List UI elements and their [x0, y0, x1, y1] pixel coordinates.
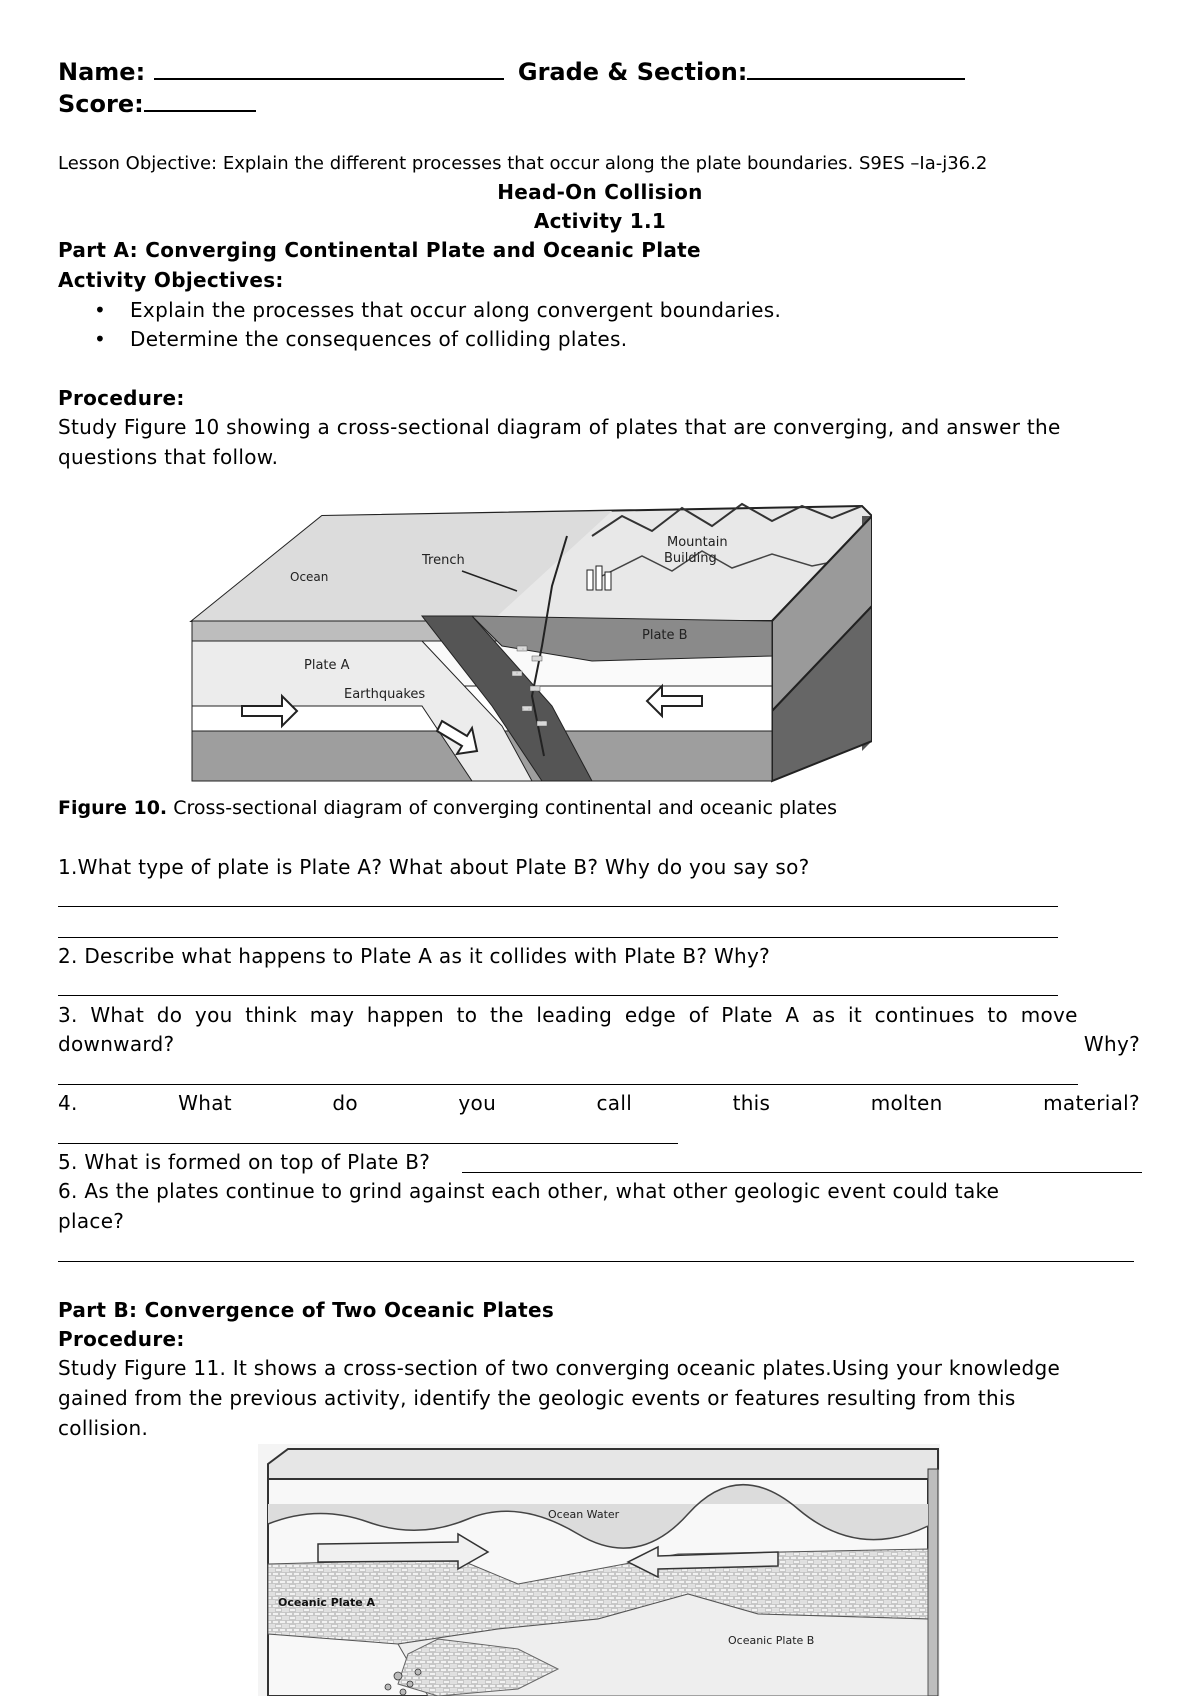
score-row	[58, 88, 256, 118]
fig11-label-plate-a: Oceanic Plate A	[278, 1596, 376, 1609]
answer-line-4[interactable]	[58, 1143, 678, 1144]
question-4: 4. What do you call this molten material?	[58, 1091, 1140, 1115]
question-3-line-2: downward? Why?	[58, 1032, 1140, 1056]
procedure-line-2: questions that follow.	[58, 445, 279, 469]
figure-11-diagram	[258, 1444, 940, 1696]
fig11-label-plate-b: Oceanic Plate B	[728, 1634, 815, 1647]
fig10-label-mountain-1: Mountain	[667, 535, 728, 550]
figure-10-diagram	[172, 496, 872, 786]
objective-item-1: • Explain the processes that occur along convergent boundaries.	[94, 298, 782, 322]
grade-section-label: Grade & Section:	[517, 58, 748, 86]
score-field[interactable]	[144, 88, 256, 112]
question-1: 1.What type of plate is Plate A? What about Plate B? Why do you say so?	[58, 855, 810, 879]
question-2: 2. Describe what happens to Plate A as it collides with Plate B? Why?	[58, 944, 771, 968]
answer-line-3[interactable]	[58, 1084, 1078, 1085]
lesson-objective: Lesson Objective: Explain the different processes that occur along the plate boundaries. S9ES –Ia-j36.2	[58, 153, 988, 174]
fig10-label-plate-b: Plate B	[642, 628, 688, 643]
question-6-line-1: 6. As the plates continue to grind against each other, what other geologic event could take	[58, 1179, 1000, 1203]
part-b-line-1: Study Figure 11. It shows a cross-section of two converging oceanic plates.Using your knowledge	[58, 1356, 1061, 1380]
objective-item-2: • Determine the consequences of colliding plates.	[94, 327, 628, 351]
question-6-line-2: place?	[58, 1209, 125, 1233]
part-a-heading: Part A: Converging Continental Plate and Oceanic Plate	[58, 238, 701, 262]
name-field[interactable]	[154, 56, 504, 80]
part-b-heading: Part B: Convergence of Two Oceanic Plates	[58, 1298, 555, 1322]
part-b-line-3: collision.	[58, 1416, 149, 1440]
part-b-line-2: gained from the previous activity, identify the geologic events or features resulting from this	[58, 1386, 1016, 1410]
fig10-label-earthquakes: Earthquakes	[344, 687, 426, 702]
fig11-label-ocean-water: Ocean Water	[548, 1508, 620, 1521]
fig10-label-mountain-2: Building	[664, 551, 717, 566]
fig10-label-ocean: Ocean	[290, 570, 329, 584]
page-title: Head-On Collision	[497, 180, 703, 204]
name-row	[58, 56, 965, 86]
activity-number: Activity 1.1	[533, 209, 667, 233]
objectives-heading: Activity Objectives:	[58, 268, 284, 292]
answer-line-1a[interactable]	[58, 906, 1058, 907]
procedure-heading-b: Procedure:	[58, 1327, 185, 1351]
score-label: Score:	[58, 90, 144, 118]
figure-10-caption: Figure 10. Cross-sectional diagram of converging continental and oceanic plates	[58, 797, 837, 819]
procedure-heading-a: Procedure:	[58, 386, 185, 410]
answer-line-5[interactable]	[462, 1172, 1142, 1173]
fig10-label-plate-a: Plate A	[304, 658, 350, 673]
question-3-line-1: 3. What do you think may happen to the leading edge of Plate A as it continues to move	[58, 1003, 1078, 1027]
procedure-line-1: Study Figure 10 showing a cross-sectional diagram of plates that are converging, and answer the	[58, 415, 1061, 439]
answer-line-2[interactable]	[58, 995, 1058, 996]
grade-section-field[interactable]	[747, 56, 965, 80]
question-5: 5. What is formed on top of Plate B?	[58, 1150, 431, 1174]
fig10-label-trench: Trench	[422, 553, 465, 568]
answer-line-6[interactable]	[58, 1261, 1134, 1262]
name-label: Name:	[58, 58, 146, 86]
answer-line-1b[interactable]	[58, 937, 1058, 938]
